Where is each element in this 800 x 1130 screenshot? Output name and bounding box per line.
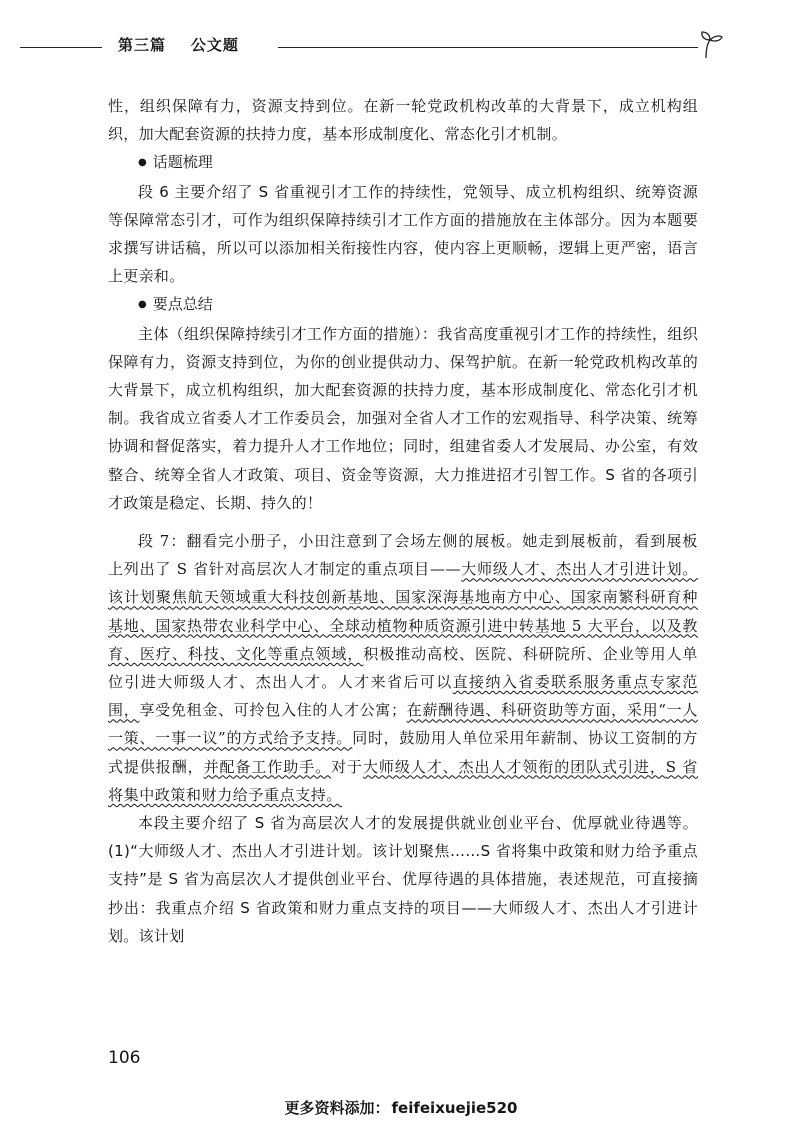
header-section: 第三篇: [118, 36, 167, 54]
header-title: [118, 34, 239, 55]
quoted-material-paragraph: [108, 527, 698, 809]
quote-text: 积极推动高校、医院、科研院所、企业等用人单位引进大师级人才、杰出人才。人才来省后可以: [108, 644, 698, 692]
bullet-dot-icon: ●: [138, 157, 147, 169]
quote-text: 段 7：翻看完小册子，小田注意到了会场左侧的展板。她走到展板前，看到展板上列出了 S 省针对高层次人才制定的重点项目——: [108, 532, 698, 579]
sprout-icon: [692, 30, 726, 60]
bullet-heading-label: 话题梳理: [152, 153, 213, 172]
paragraph-summary: 主体（组织保障持续引才工作方面的措施）：我省高度重视引才工作的持续性，组织保障有力，资源支持到位，为你的创业提供动力、保驾护航。在新一轮党政机构改革的大背景下，成立机构组织，加大配套资源的扶持力度，基本形成制度化、常态化引才机制。我省成立省委人才工作委员会，加强对全省人才工作的宏观指导、科学决策、统筹协调和督促落实，着力提升人才工作地位；同时，组建省委人才发展局、办公室，有效整合、统筹全省人才政策、项目、资金等资源，大力推进招才引智工作。S 省的各项引才政策是稳定、长期、持久的！: [108, 324, 698, 512]
footer-label: 更多资料添加：: [284, 1099, 390, 1117]
quote-underlined: 并配备工作助手。: [203, 757, 332, 776]
page-header: [20, 30, 720, 60]
paragraph-analysis: 本段主要介绍了 S 省为高层次人才的发展提供就业创业平台、优厚就业待遇等。(1)“大师级人才、杰出人才引进计划。该计划聚焦……S 省将集中政策和财力给予重点支持”是 S 省为高层次人才提供创业平台、优厚待遇的具体措施，表述规范，可直接摘抄出：我重点介绍 S 省政策和财力重点支持的项目——大师级人才、杰出人才引进计划。该计划: [108, 814, 698, 945]
header-rule-right: [278, 47, 698, 48]
bullet-heading-label: 要点总结: [152, 295, 213, 314]
bullet-heading-topic: [108, 148, 698, 177]
footer-note: [0, 1097, 800, 1118]
quote-underlined: S 省将集中政策和财力给予重点支持。: [108, 757, 698, 804]
paragraph-topic: 段 6 主要介绍了 S 省重视引才工作的持续性，党领导、成立机构组织、统筹资源等保障常态引才，可作为组织保障持续引才工作方面的措施放在主体部分。因为本题要求撰写讲话稿，所以可以添加相关衔接性内容，使内容上更顺畅，逻辑上更严密，语言上更亲和。: [108, 182, 698, 286]
header-subtitle: 公文题: [190, 36, 239, 54]
quote-underlined: 大师级人才、杰出人才引进计划。该计划聚焦航天领域重大科技创新基地、国家深海基地南方中心、国家南繁科研育种基地、国家热带农业科学中心、全球动植物种质资源引进中转基地 5 大平台，以及教育、医疗、科技、文化等重点领域，: [108, 560, 698, 663]
footer-contact: feifeixuejie520: [391, 1099, 518, 1117]
bullet-dot-icon: ●: [138, 299, 147, 311]
quote-underlined: 直接纳入省委联系服务重点专家范围，: [108, 673, 698, 720]
quote-underlined: 大师级人才、杰出人才领衔的团队式引进，: [363, 757, 666, 776]
quote-text: 对于: [331, 757, 363, 776]
page-body: [108, 92, 698, 950]
page-number: 106: [108, 1048, 141, 1068]
header-rule-left: [20, 47, 102, 48]
paragraph-continued: 性，组织保障有力，资源支持到位。在新一轮党政机构改革的大背景下，成立机构组织，加大配套资源的扶持力度，基本形成制度化、常态化引才机制。: [108, 97, 698, 144]
quote-underlined: 在薪酬待遇、科研资助等方面，采用“一人一策、一事一议”的方式给予支持。: [108, 701, 698, 748]
bullet-heading-summary: [108, 290, 698, 319]
quote-text: 同时，鼓励用人单位采用年薪制、协议工资制的方式提供报酬，: [108, 729, 698, 776]
quote-text: 享受免租金、可拎包入住的人才公寓；: [139, 701, 407, 720]
